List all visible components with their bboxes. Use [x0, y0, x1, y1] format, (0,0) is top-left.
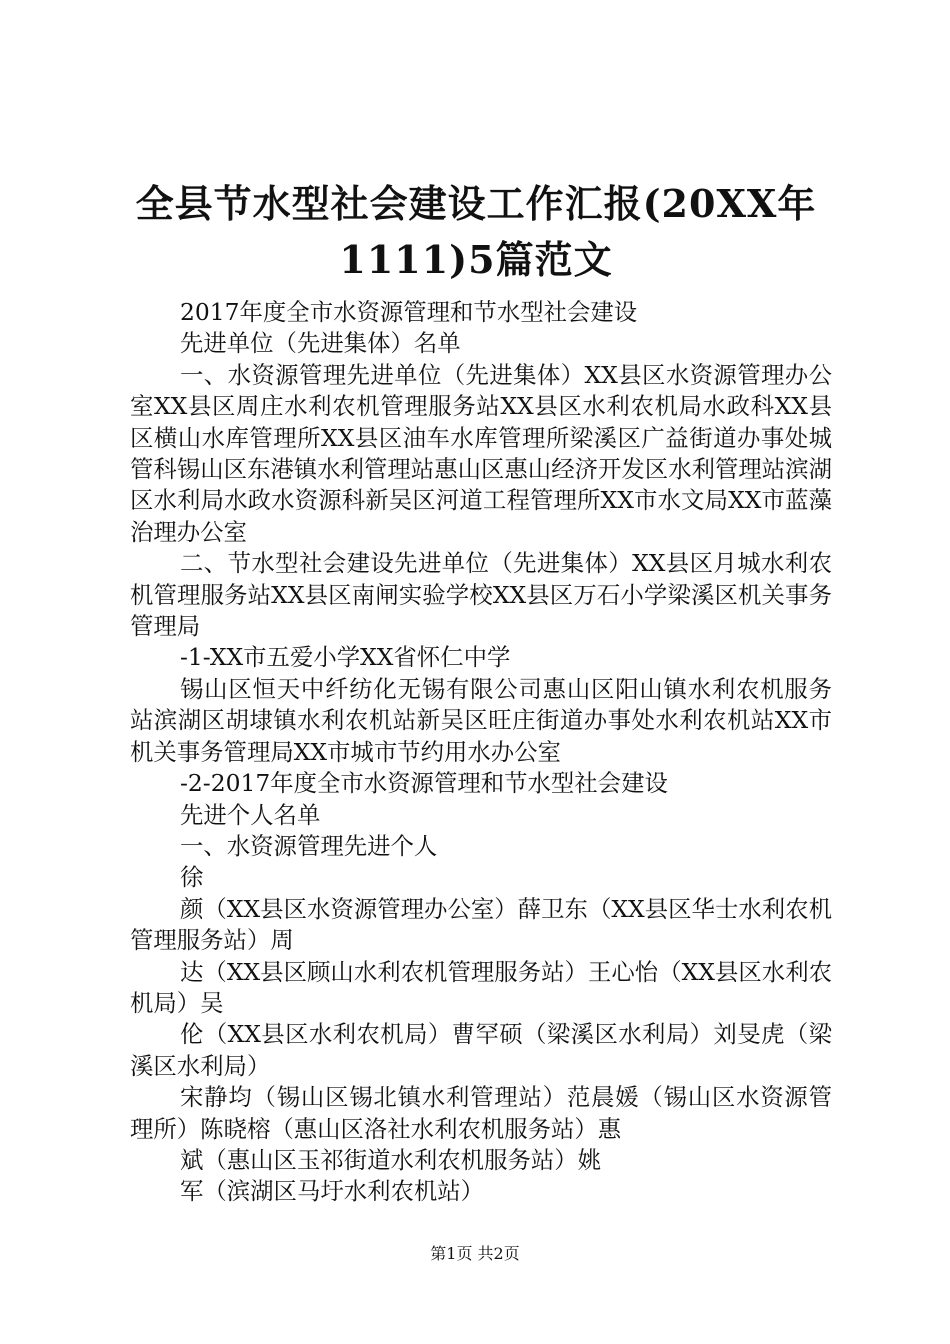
paragraph-page-marker-2: -2-2017年度全市水资源管理和节水型社会建设 — [180, 769, 668, 798]
paragraph-units-list-heading: 先进单位（先进集体）名单 — [180, 329, 461, 358]
paragraph-units-continued: 锡山区恒天中纤纺化无锡有限公司惠山区阳山镇水利农机服务站滨湖区胡埭镇水利农机站新吴区旺庄街道办事处水利农机站XX市机关事务管理局XX市城市节约用水办公室 — [130, 674, 832, 766]
paragraph-section-individuals: 一、水资源管理先进个人 — [180, 831, 438, 860]
document-body — [130, 297, 832, 1208]
paragraph-name-fragment-xu: 徐 — [180, 863, 204, 892]
paragraph-year-heading: 2017年度全市水资源管理和节水型社会建设 — [180, 298, 638, 326]
paragraph-individuals-heading: 先进个人名单 — [180, 800, 321, 829]
paragraph-individuals-1: 颜（XX县区水资源管理办公室）薛卫东（XX县区华士水利农机管理服务站）周 — [130, 894, 832, 955]
page-number-footer: 第1页 共2页 — [430, 1244, 520, 1263]
paragraph-individuals-6: 军（滨湖区马圩水利农机站） — [180, 1177, 485, 1206]
paragraph-individuals-4: 宋静均（锡山区锡北镇水利管理站）范晨媛（锡山区水资源管理所）陈晓榕（惠山区洛社水利农机服务站）惠 — [130, 1083, 832, 1143]
paragraph-water-resource-units: 一、水资源管理先进单位（先进集体）XX县区水资源管理办公室XX县区周庄水利农机管理服务站XX县区水利农机局水政科XX县区横山水库管理所XX县区油车水库管理所梁溪区广益街道办事处城管科锡山区东港镇水利管理站惠山区惠山经济开发区水利管理站滨湖区水利局水政水资源科新吴区河道工程管理所XX市水文局XX市蓝藻治理办公室 — [130, 360, 832, 546]
document-title: 全县节水型社会建设工作汇报(20XX年1111)5篇范文 — [135, 181, 817, 282]
paragraph-individuals-3: 伦（XX县区水利农机局）曹罕硕（梁溪区水利局）刘旻虎（梁溪区水利局） — [130, 1020, 832, 1080]
paragraph-page-marker-1: -1-XX市五爱小学XX省怀仁中学 — [180, 643, 511, 672]
paragraph-individuals-2: 达（XX县区顾山水利农机管理服务站）王心怡（XX县区水利农机局）吴 — [130, 957, 832, 1017]
paragraph-individuals-5: 斌（惠山区玉祁街道水利农机服务站）姚 — [180, 1145, 602, 1174]
paragraph-water-saving-units: 二、节水型社会建设先进单位（先进集体）XX县区月城水利农机管理服务站XX县区南闸实验学校XX县区万石小学梁溪区机关事务管理局 — [130, 549, 832, 641]
